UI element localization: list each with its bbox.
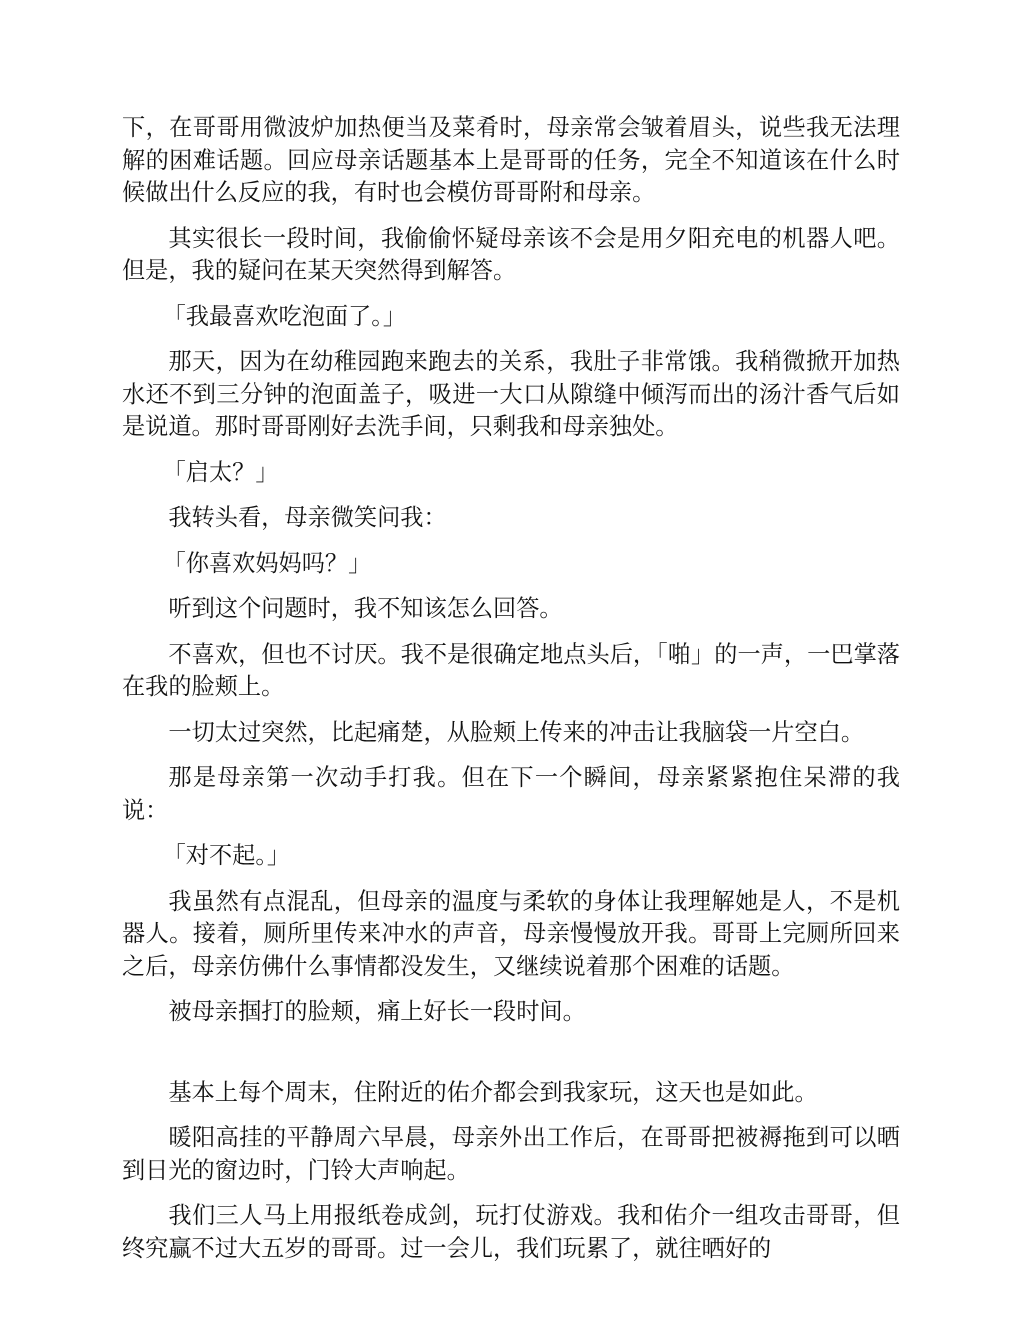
dialogue-line: 「我最喜欢吃泡面了。」 xyxy=(162,302,407,330)
paragraph: 一切太过突然，比起痛楚，从脸颊上传来的冲击让我脑袋一片空白。 xyxy=(168,718,865,746)
dialogue-line: 「启太？」 xyxy=(162,458,279,486)
dialogue-line: 「对不起。」 xyxy=(162,842,291,869)
paragraph: 那是母亲第一次动手打我。但在下一个瞬间，母亲紧紧抱住呆滞的我说： xyxy=(122,764,900,824)
paragraph: 我们三人马上用报纸卷成剑，玩打仗游戏。我和佑介一组攻击哥哥，但终究赢不过大五岁的哥哥。过一会儿，我们玩累了，就往晒好的 xyxy=(122,1202,900,1262)
dialogue-line: 「你喜欢妈妈吗？」 xyxy=(162,549,372,577)
paragraph: 其实很长一段时间，我偷偷怀疑母亲该不会是用夕阳充电的机器人吧。但是，我的疑问在某天突然得到解答。 xyxy=(122,224,900,284)
paragraph: 基本上每个周末，住附近的佑介都会到我家玩，这天也是如此。 xyxy=(168,1078,818,1106)
section-break xyxy=(122,1042,900,1077)
paragraph: 下，在哥哥用微波炉加热便当及菜肴时，母亲常会皱着眉头，说些我无法理解的困难话题。回应母亲话题基本上是哥哥的任务，完全不知道该在什么时候做出什么反应的我，有时也会模仿哥哥附和母亲。 xyxy=(122,114,900,206)
paragraph: 听到这个问题时，我不知该怎么回答。 xyxy=(168,595,563,622)
paragraph: 不喜欢，但也不讨厌。我不是很确定地点头后，「啪」的一声，一巴掌落在我的脸颊上。 xyxy=(122,640,900,700)
paragraph: 我转头看，母亲微笑问我： xyxy=(168,504,447,531)
paragraph: 被母亲掴打的脸颊，痛上好长一段时间。 xyxy=(168,998,586,1025)
paragraph: 我虽然有点混乱，但母亲的温度与柔软的身体让我理解她是人，不是机器人。接着，厕所里传来冲水的声音，母亲慢慢放开我。哥哥上完厕所回来之后，母亲仿佛什么事情都没发生，又继续说着那个困难的话题。 xyxy=(122,887,900,980)
paragraph: 那天，因为在幼稚园跑来跑去的关系，我肚子非常饿。我稍微掀开加热水还不到三分钟的泡面盖子，吸进一大口从隙缝中倾泻而出的汤汁香气后如是说道。那时哥哥刚好去洗手间，只剩我和母亲独处。 xyxy=(122,348,900,440)
document-page xyxy=(122,112,900,1278)
paragraph: 暖阳高挂的平静周六早晨，母亲外出工作后，在哥哥把被褥拖到可以晒到日光的窗边时，门铃大声响起。 xyxy=(122,1124,900,1184)
